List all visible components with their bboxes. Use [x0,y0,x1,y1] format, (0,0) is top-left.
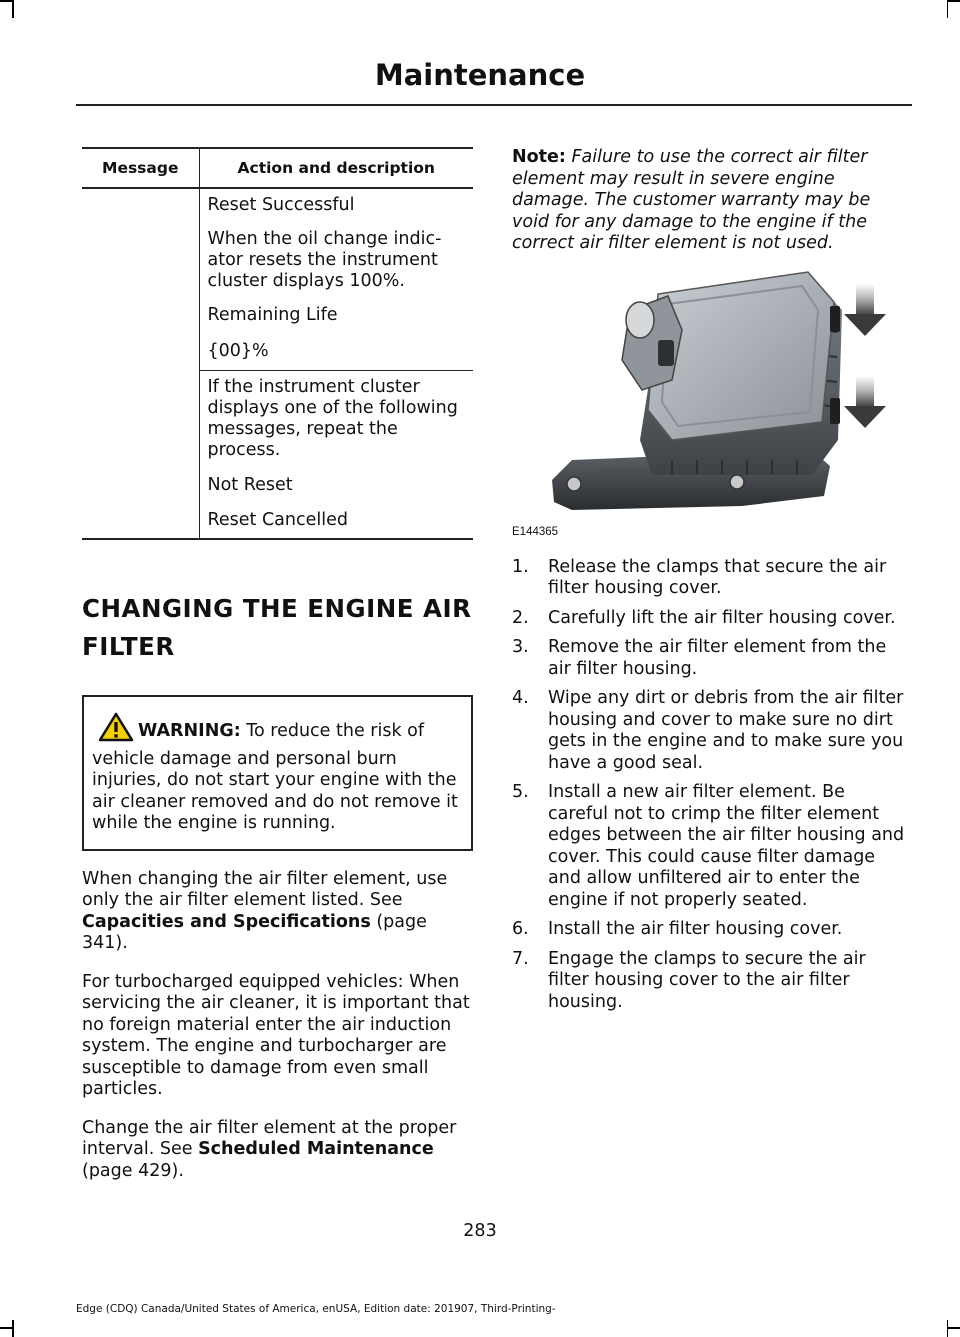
paragraph: For turbocharged equipped vehicles: When servicing the air cleaner, it is important that no foreign material enter the air induction system. The engine and turbocharger are susceptible to damage from even small particles. [82,971,470,1099]
table-row [82,188,473,371]
air-filter-housing-illustration [512,270,908,540]
cell-text: Reset Cancelled [207,510,348,530]
cell-text: If the instrument cluster displays one of the following messages, repeat the process. [207,377,458,460]
column-header-message: Message [82,148,199,188]
cell-text: When the oil change indic-ator resets the instrument cluster displays 100%. [207,229,442,291]
paragraph-text: When changing the air filter element, use only the air filter element listed. See [82,868,448,910]
left-column [82,147,474,1182]
note-text: Failure to use the correct air filter element may result in severe engine damage. The customer warranty may be void for any damage to the engine if the correct air filter element is not used. [512,147,871,253]
cross-reference-link[interactable]: Scheduled Maintenance [198,1139,434,1159]
list-item [512,608,908,630]
cell-text: {00}% [207,341,269,361]
crop-mark [0,0,12,2]
step-text: Release the clamps that secure the air filter housing cover. [548,556,887,598]
section-heading [82,590,474,666]
table-header-row [82,148,473,188]
crop-mark [948,1327,960,1329]
step-text: Install the air filter housing cover. [548,919,843,939]
step-number: 3. [512,637,529,657]
step-number: 7. [512,948,529,969]
right-column [512,147,908,1021]
paragraph [82,1118,474,1183]
page-number: 283 [463,1221,497,1241]
step-text: Wipe any dirt or debris from the air filter housing and cover to make sure no dirt gets in the engine and to make sure you have a good seal. [548,688,904,773]
cell-text: Remaining Life [207,305,338,325]
step-number: 4. [512,688,529,708]
column-header-action: Action and description [199,148,473,188]
list-item [512,919,908,941]
step-number: 6. [512,919,529,939]
step-number: 1. [512,556,529,577]
page-title: Maintenance [374,58,586,92]
warning-triangle-icon [98,712,134,749]
warning-box [82,695,473,851]
crop-mark [12,1320,14,1337]
message-table [82,147,473,540]
crop-mark [0,1327,12,1329]
air-filter-figure [512,270,908,540]
crop-mark [948,0,960,2]
message-cell [82,188,199,539]
page-reference: (page 341). [82,911,427,953]
step-text: Remove the air filter element from the air filter housing. [548,637,887,679]
crop-mark [947,1320,949,1337]
note-label: Note: [512,147,566,167]
step-number: 5. [512,782,529,802]
paragraph [82,869,474,955]
list-item [512,688,908,774]
cell-text: Not Reset [207,475,293,495]
action-cell [199,371,473,540]
downward-arrow-icon [844,376,886,428]
section-heading-line: CHANGING THE ENGINE AIR [82,594,472,623]
cross-reference-link[interactable]: Capacities and Specifications [82,911,371,932]
figure-id: E144365 [512,525,559,538]
list-item [512,949,908,1014]
page-reference: (page 429). [82,1160,184,1181]
list-item [512,557,908,600]
section-heading-line: FILTER [82,632,175,661]
step-text: Carefully lift the air filter housing cover. [548,607,896,628]
warning-label: WARNING: [138,721,241,741]
crop-mark [947,0,949,18]
steps-list [512,557,908,1014]
step-number: 2. [512,607,529,628]
step-text: Install a new air filter element. Be careful not to crimp the filter element edges between the air filter housing and cover. This could cause filter damage and allow unfiltered air to enter the engine if not properly seated. [548,782,905,910]
header-rule [76,104,912,106]
note [512,147,908,255]
action-cell [199,188,473,371]
step-text: Engage the clamps to secure the air filter housing cover to the air filter housing. [548,948,866,1012]
warning-text: To reduce the risk of vehicle damage and personal burn injuries, do not start your engine with the air cleaner removed and do not remove it while the engine is running. [92,721,458,833]
cell-text: Reset Successful [207,195,355,215]
downward-arrow-icon [844,284,886,336]
crop-mark [12,0,14,18]
footer-text: Edge (CDQ) Canada/United States of America, enUSA, Edition date: 201907, Third-Printing- [76,1303,556,1315]
list-item [512,782,908,911]
list-item [512,637,908,680]
paragraph-text: Change the air filter element at the proper interval. See [82,1117,457,1159]
